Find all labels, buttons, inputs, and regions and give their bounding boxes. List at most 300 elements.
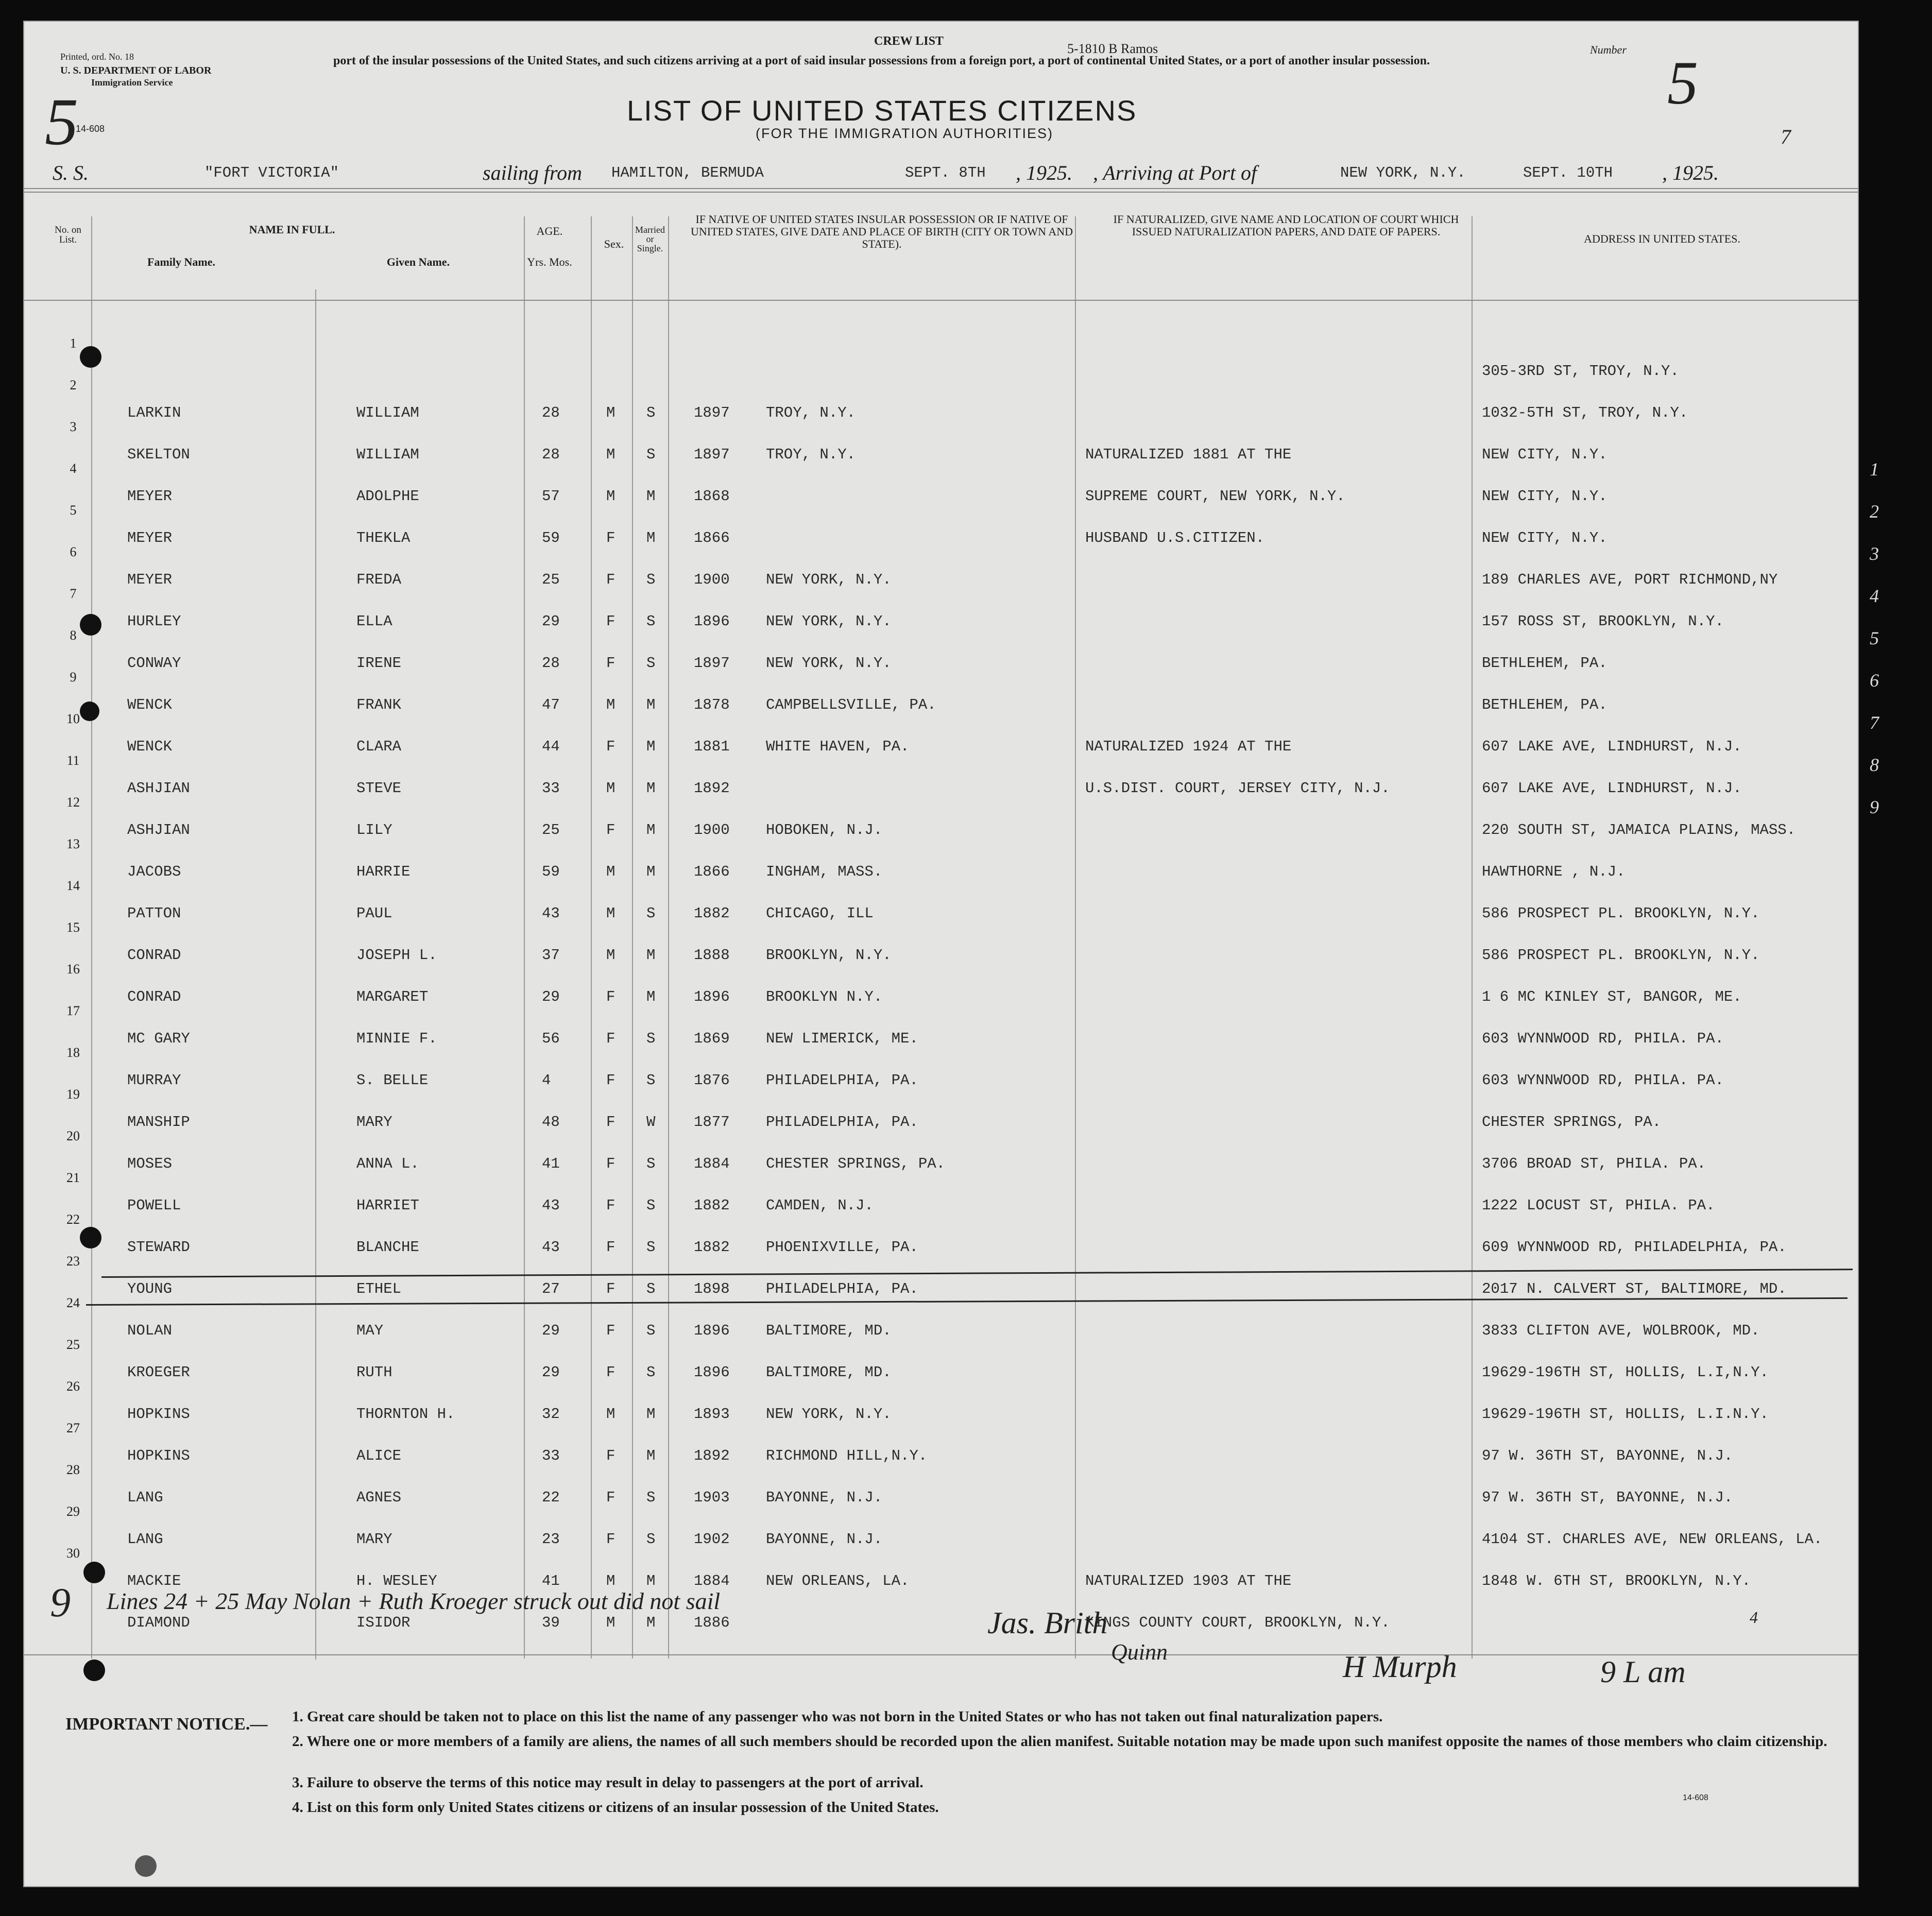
cell-addr: 603 WYNNWOOD RD, PHILA. PA. xyxy=(1482,1072,1724,1089)
cell-family: ASHJIAN xyxy=(127,822,190,839)
cell-addr: NEW CITY, N.Y. xyxy=(1482,529,1608,546)
cell-year: 1878 xyxy=(694,696,730,713)
cell-age: 29 xyxy=(542,613,560,630)
notice-item: 1. Great care should be taken not to place on this list the name of any passenger who was not born in the United States or who has not taken out final naturalization papers. xyxy=(292,1708,1383,1725)
cell-given: ISIDOR xyxy=(356,1614,411,1631)
cell-ms: W xyxy=(646,1114,656,1131)
departure-port: HAMILTON, BERMUDA xyxy=(611,164,764,181)
cell-year: 1888 xyxy=(694,947,730,964)
row-number: 13 xyxy=(66,836,80,851)
cell-addr: 19629-196TH ST, HOLLIS, L.I.N.Y. xyxy=(1482,1406,1769,1423)
manifest-sheet xyxy=(23,21,1859,1887)
punch-hole xyxy=(83,1660,105,1681)
arrival-date: SEPT. 10TH xyxy=(1523,164,1613,181)
arriving-label: , Arriving at Port of xyxy=(1093,161,1257,184)
cell-ms: S xyxy=(646,446,656,463)
cell-addr: NEW CITY, N.Y. xyxy=(1482,446,1608,463)
row-number: 10 xyxy=(66,711,80,726)
row-number: 5 xyxy=(70,503,77,518)
cell-ms: M xyxy=(646,822,656,839)
cell-family: MEYER xyxy=(127,529,173,546)
cell-place: WHITE HAVEN, PA. xyxy=(766,738,910,755)
row-number: 21 xyxy=(66,1170,80,1185)
cell-family: NOLAN xyxy=(127,1322,173,1339)
cell-year: 1866 xyxy=(694,863,730,880)
cell-year: 1892 xyxy=(694,1447,730,1464)
row-number: 22 xyxy=(66,1212,80,1227)
cell-nat: NATURALIZED 1903 AT THE xyxy=(1085,1572,1292,1589)
cell-ms: S xyxy=(646,1280,656,1297)
arrival-port: NEW YORK, N.Y. xyxy=(1340,164,1466,181)
cell-given: PAUL xyxy=(356,905,392,922)
cell-age: 47 xyxy=(542,696,560,713)
cell-year: 1900 xyxy=(694,822,730,839)
cell-family: WENCK xyxy=(127,696,173,713)
cell-place: BALTIMORE, MD. xyxy=(766,1322,892,1339)
cell-year: 1881 xyxy=(694,738,730,755)
cell-addr: 586 PROSPECT PL. BROOKLYN, N.Y. xyxy=(1482,905,1760,922)
cell-nat: U.S.DIST. COURT, JERSEY CITY, N.J. xyxy=(1085,780,1390,797)
cell-addr: 3706 BROAD ST, PHILA. PA. xyxy=(1482,1155,1706,1172)
margin-number: 1 xyxy=(1870,459,1879,480)
cell-addr: 586 PROSPECT PL. BROOKLYN, N.Y. xyxy=(1482,947,1760,964)
cell-age: 59 xyxy=(542,529,560,546)
cell-addr: 189 CHARLES AVE, PORT RICHMOND,NY xyxy=(1482,571,1778,588)
cell-place: CHESTER SPRINGS, PA. xyxy=(766,1155,946,1172)
cell-year: 1866 xyxy=(694,529,730,546)
cell-sex: M xyxy=(606,780,615,797)
cell-age: 28 xyxy=(542,446,560,463)
cell-place: BROOKLYN, N.Y. xyxy=(766,947,892,964)
sailing-from-label: sailing from xyxy=(483,161,582,184)
cell-given: STEVE xyxy=(356,780,402,797)
annotation-number: 9 xyxy=(50,1580,71,1626)
cell-given: ALICE xyxy=(356,1447,402,1464)
cell-addr: 3833 CLIFTON AVE, WOLBROOK, MD. xyxy=(1482,1322,1760,1339)
cell-family: YOUNG xyxy=(127,1280,173,1297)
cell-given: HARRIE xyxy=(356,863,411,880)
cell-sex: F xyxy=(606,529,615,546)
cell-sex: M xyxy=(606,446,615,463)
row-number: 25 xyxy=(66,1337,80,1352)
cell-age: 41 xyxy=(542,1572,560,1589)
cell-given: BLANCHE xyxy=(356,1239,419,1256)
col-family-header: Family Name. xyxy=(147,255,215,268)
cell-addr: 1222 LOCUST ST, PHILA. PA. xyxy=(1482,1197,1715,1214)
punch-hole xyxy=(83,1562,105,1583)
cell-given: HARRIET xyxy=(356,1197,419,1214)
cell-addr: HAWTHORNE , N.J. xyxy=(1482,863,1626,880)
cell-year: 1900 xyxy=(694,571,730,588)
cell-age: 43 xyxy=(542,1197,560,1214)
cell-age: 33 xyxy=(542,780,560,797)
cell-year: 1892 xyxy=(694,780,730,797)
cell-ms: M xyxy=(646,696,656,713)
row-number: 1 xyxy=(70,336,77,351)
cell-ms: S xyxy=(646,1364,656,1381)
cell-ms: S xyxy=(646,905,656,922)
cell-age: 28 xyxy=(542,655,560,672)
cell-family: STEWARD xyxy=(127,1239,190,1256)
row-number: 4 xyxy=(70,461,77,476)
cell-sex: M xyxy=(606,1406,615,1423)
row-number: 16 xyxy=(66,962,80,977)
cell-place: PHOENIXVILLE, PA. xyxy=(766,1239,918,1256)
cell-ms: M xyxy=(646,1572,656,1589)
page-subtitle: (FOR THE IMMIGRATION AUTHORITIES) xyxy=(756,126,1053,141)
cell-sex: F xyxy=(606,738,615,755)
cell-ms: S xyxy=(646,404,656,421)
cell-sex: F xyxy=(606,1531,615,1548)
cell-family: CONRAD xyxy=(127,947,181,964)
cell-age: 44 xyxy=(542,738,560,755)
cell-age: 32 xyxy=(542,1406,560,1423)
cell-ms: M xyxy=(646,1447,656,1464)
cell-age: 48 xyxy=(542,1114,560,1131)
cell-year: 1884 xyxy=(694,1572,730,1589)
cell-sex: F xyxy=(606,571,615,588)
cell-place: TROY, N.Y. xyxy=(766,446,856,463)
row-number: 12 xyxy=(66,795,80,810)
margin-number: 9 xyxy=(1870,797,1879,817)
cell-year: 1896 xyxy=(694,613,730,630)
cell-family: MEYER xyxy=(127,571,173,588)
cell-addr: 1 6 MC KINLEY ST, BANGOR, ME. xyxy=(1482,988,1742,1005)
cell-sex: F xyxy=(606,988,615,1005)
cell-place: BAYONNE, N.J. xyxy=(766,1531,883,1548)
row-number: 7 xyxy=(70,586,77,601)
cell-place: PHILADELPHIA, PA. xyxy=(766,1072,918,1089)
cell-sex: M xyxy=(606,488,615,505)
cell-given: IRENE xyxy=(356,655,402,672)
cell-age: 59 xyxy=(542,863,560,880)
cell-ms: M xyxy=(646,529,656,546)
cell-family: PATTON xyxy=(127,905,181,922)
departure-year: , 1925. xyxy=(1016,161,1072,184)
notice-item: 2. Where one or more members of a family are aliens, the names of all such members should be recorded upon the alien manifest. Suitable notation may be made upon such manifest opposite the names of those members who claim citizenship. xyxy=(292,1733,1827,1750)
cell-year: 1897 xyxy=(694,404,730,421)
annotation-mark: 4 xyxy=(1750,1608,1758,1627)
row-number: 17 xyxy=(66,1003,80,1018)
cell-age: 37 xyxy=(542,947,560,964)
row-number: 23 xyxy=(66,1254,80,1269)
cell-given: THEKLA xyxy=(356,529,411,546)
cell-sex: F xyxy=(606,822,615,839)
cell-given: LILY xyxy=(356,822,392,839)
cell-place: TROY, N.Y. xyxy=(766,404,856,421)
cell-year: 1903 xyxy=(694,1489,730,1506)
cell-ms: M xyxy=(646,988,656,1005)
cell-year: 1868 xyxy=(694,488,730,505)
margin-number: 8 xyxy=(1870,755,1879,775)
cell-addr: 97 W. 36TH ST, BAYONNE, N.J. xyxy=(1482,1447,1733,1464)
cell-nat: KINGS COUNTY COURT, BROOKLYN, N.Y. xyxy=(1085,1614,1390,1631)
cell-place: BALTIMORE, MD. xyxy=(766,1364,892,1381)
cell-year: 1882 xyxy=(694,905,730,922)
cell-year: 1897 xyxy=(694,655,730,672)
cell-sex: F xyxy=(606,1239,615,1256)
margin-number: 5 xyxy=(1870,628,1879,648)
strike-line-nolan xyxy=(101,1269,1853,1278)
cell-age: 25 xyxy=(542,822,560,839)
punch-hole xyxy=(80,702,99,721)
cell-family: MOSES xyxy=(127,1155,173,1172)
cell-place: PHILADELPHIA, PA. xyxy=(766,1280,918,1297)
cell-sex: M xyxy=(606,404,615,421)
cell-age: 43 xyxy=(542,1239,560,1256)
cell-place: CHICAGO, ILL xyxy=(766,905,874,922)
ss-label: S. S. xyxy=(53,161,89,184)
cell-addr: 603 WYNNWOOD RD, PHILA. PA. xyxy=(1482,1030,1724,1047)
annotation-time: 9 L am xyxy=(1600,1655,1686,1689)
margin-number: 4 xyxy=(1870,586,1879,606)
cell-sex: F xyxy=(606,1447,615,1464)
annotation-text: Lines 24 + 25 May Nolan + Ruth Kroeger struck out did not sail xyxy=(107,1588,721,1614)
cell-family: HURLEY xyxy=(127,613,181,630)
cell-given: FRANK xyxy=(356,696,402,713)
cell-age: 43 xyxy=(542,905,560,922)
cell-family: MEYER xyxy=(127,488,173,505)
col-no-header: No. on List. xyxy=(55,225,81,245)
cell-age: 56 xyxy=(542,1030,560,1047)
row-number: 30 xyxy=(66,1546,80,1561)
cell-ms: M xyxy=(646,947,656,964)
cell-age: 39 xyxy=(542,1614,560,1631)
cell-sex: M xyxy=(606,1614,615,1631)
cell-year: 1886 xyxy=(694,1614,730,1631)
cell-ms: M xyxy=(646,738,656,755)
crew-list-label: CREW LIST xyxy=(874,35,944,48)
strike-line-kroeger xyxy=(86,1297,1848,1306)
cell-year: 1884 xyxy=(694,1155,730,1172)
page-title: LIST OF UNITED STATES CITIZENS xyxy=(627,94,1137,127)
col-naturalization-header: IF NATURALIZED, GIVE NAME AND LOCATION OF COURT WHICH ISSUED NATURALIZATION PAPERS, AND DATE OF PAPERS. xyxy=(1113,213,1459,238)
cell-given: ADOLPHE xyxy=(356,488,419,505)
cell-addr: 607 LAKE AVE, LINDHURST, N.J. xyxy=(1482,738,1742,755)
cell-year: 1893 xyxy=(694,1406,730,1423)
left-corner-mark: 5 xyxy=(45,85,78,159)
cell-sex: F xyxy=(606,1114,615,1131)
form-number: 14-608 xyxy=(76,124,105,134)
cell-addr: NEW CITY, N.Y. xyxy=(1482,488,1608,505)
cell-place: BAYONNE, N.J. xyxy=(766,1489,883,1506)
cell-family: DIAMOND xyxy=(127,1614,190,1631)
cell-addr: BETHLEHEM, PA. xyxy=(1482,696,1608,713)
cell-place: NEW YORK, N.Y. xyxy=(766,571,892,588)
notice-item: 3. Failure to observe the terms of this notice may result in delay to passengers at the port of arrival. xyxy=(292,1774,924,1791)
cell-age: 28 xyxy=(542,404,560,421)
margin-number: 6 xyxy=(1870,670,1879,691)
cell-nat: SUPREME COURT, NEW YORK, N.Y. xyxy=(1085,488,1345,505)
cell-family: KROEGER xyxy=(127,1364,190,1381)
cell-given: JOSEPH L. xyxy=(356,947,437,964)
cell-year: 1896 xyxy=(694,1364,730,1381)
cell-place: CAMDEN, N.J. xyxy=(766,1197,874,1214)
cell-year: 1877 xyxy=(694,1114,730,1131)
cell-sex: F xyxy=(606,655,615,672)
cell-given: MAY xyxy=(356,1322,384,1339)
cell-ms: S xyxy=(646,1531,656,1548)
col-address-header: ADDRESS IN UNITED STATES. xyxy=(1584,232,1740,245)
cell-given: MARGARET xyxy=(356,988,429,1005)
cell-ms: M xyxy=(646,1614,656,1631)
cell-ms: S xyxy=(646,1030,656,1047)
cell-sex: F xyxy=(606,1030,615,1047)
cell-place: INGHAM, MASS. xyxy=(766,863,883,880)
cell-given: AGNES xyxy=(356,1489,402,1506)
printed-by-label: Printed, ord. No. 18 xyxy=(60,52,134,62)
cell-addr: 97 W. 36TH ST, BAYONNE, N.J. xyxy=(1482,1489,1733,1506)
cell-ms: S xyxy=(646,1197,656,1214)
cell-ms: S xyxy=(646,613,656,630)
row-number: 9 xyxy=(70,670,77,685)
cell-age: 29 xyxy=(542,1364,560,1381)
cell-ms: M xyxy=(646,488,656,505)
cell-ms: S xyxy=(646,1489,656,1506)
cell-ms: S xyxy=(646,1155,656,1172)
signature-2: Quinn xyxy=(1111,1639,1168,1665)
cell-sex: F xyxy=(606,1364,615,1381)
cell-family: SKELTON xyxy=(127,446,190,463)
cell-given: MARY xyxy=(356,1531,392,1548)
cell-given: S. BELLE xyxy=(356,1072,429,1089)
cell-age: 57 xyxy=(542,488,560,505)
header-intro-text: port of the insular possessions of the United States, and such citizens arriving at a port of said insular possessions from a foreign port, a port of continental United States, or a port of another insular possession. xyxy=(333,54,1430,67)
cell-family: POWELL xyxy=(127,1197,181,1214)
service-label: Immigration Service xyxy=(91,77,173,88)
number-value: 5 xyxy=(1667,48,1698,117)
cell-addr: 19629-196TH ST, HOLLIS, L.I,N.Y. xyxy=(1482,1364,1769,1381)
notice-item: 4. List on this form only United States citizens or citizens of an insular possession of the United States. xyxy=(292,1799,939,1816)
row-number: 26 xyxy=(66,1379,80,1394)
cell-year: 1897 xyxy=(694,446,730,463)
cell-age: 22 xyxy=(542,1489,560,1506)
cell-year: 1876 xyxy=(694,1072,730,1089)
cell-addr: 1848 W. 6TH ST, BROOKLYN, N.Y. xyxy=(1482,1572,1751,1589)
cell-given: ELLA xyxy=(356,613,392,630)
cell-addr: BETHLEHEM, PA. xyxy=(1482,655,1608,672)
cell-addr: CHESTER SPRINGS, PA. xyxy=(1482,1114,1662,1131)
cell-year: 1896 xyxy=(694,1322,730,1339)
row-number: 6 xyxy=(70,544,77,559)
row-number: 3 xyxy=(70,419,77,434)
cell-year: 1902 xyxy=(694,1531,730,1548)
margin-number: 3 xyxy=(1870,543,1879,564)
cell-sex: F xyxy=(606,613,615,630)
cell-age: 27 xyxy=(542,1280,560,1297)
row-number: 29 xyxy=(66,1504,80,1519)
cell-sex: F xyxy=(606,1489,615,1506)
cell-sex: F xyxy=(606,1072,615,1089)
number-label: Number xyxy=(1590,43,1627,56)
cell-ms: M xyxy=(646,780,656,797)
cell-sex: M xyxy=(606,696,615,713)
cell-ms: S xyxy=(646,655,656,672)
cell-ms: S xyxy=(646,1322,656,1339)
col-age-header: AGE. xyxy=(536,225,563,237)
ship-name: "FORT VICTORIA" xyxy=(204,164,339,181)
cell-nat: HUSBAND U.S.CITIZEN. xyxy=(1085,529,1265,546)
cell-year: 1898 xyxy=(694,1280,730,1297)
cell-age: 41 xyxy=(542,1155,560,1172)
cell-year: 1882 xyxy=(694,1239,730,1256)
cell-sex: M xyxy=(606,905,615,922)
col-name-header: NAME IN FULL. xyxy=(249,223,335,236)
cell-sex: F xyxy=(606,1280,615,1297)
row-number: 15 xyxy=(66,920,80,935)
col-age-sub-header: Yrs. Mos. xyxy=(527,255,572,268)
punch-hole xyxy=(80,614,101,636)
cell-family: ASHJIAN xyxy=(127,780,190,797)
row-number: 19 xyxy=(66,1087,80,1102)
cell-place: HOBOKEN, N.J. xyxy=(766,822,883,839)
cell-addr: 1032-5TH ST, TROY, N.Y. xyxy=(1482,404,1688,421)
cell-place: NEW ORLEANS, LA. xyxy=(766,1572,910,1589)
cell-place: PHILADELPHIA, PA. xyxy=(766,1114,918,1131)
cell-sex: M xyxy=(606,863,615,880)
cell-family: CONWAY xyxy=(127,655,181,672)
cell-given: THORNTON H. xyxy=(356,1406,455,1423)
cell-age: 23 xyxy=(542,1531,560,1548)
row-number: 18 xyxy=(66,1045,80,1060)
row-number: 20 xyxy=(66,1128,80,1143)
corner-number: 7 xyxy=(1781,125,1791,148)
cell-addr: 607 LAKE AVE, LINDHURST, N.J. xyxy=(1482,780,1742,797)
department-label: U. S. DEPARTMENT OF LABOR xyxy=(60,65,212,76)
cell-family: MACKIE xyxy=(127,1572,181,1589)
cell-family: LARKIN xyxy=(127,404,181,421)
cell-given: ANNA L. xyxy=(356,1155,419,1172)
cell-family: MANSHIP xyxy=(127,1114,190,1131)
col-married-header: Married or Single. xyxy=(635,225,665,253)
row-number: 2 xyxy=(70,378,77,392)
cell-given: H. WESLEY xyxy=(356,1572,437,1589)
cell-place: NEW LIMERICK, ME. xyxy=(766,1030,918,1047)
cell-ms: S xyxy=(646,571,656,588)
cell-addr: 609 WYNNWOOD RD, PHILADELPHIA, PA. xyxy=(1482,1239,1787,1256)
cell-given: CLARA xyxy=(356,738,402,755)
notice-label: IMPORTANT NOTICE.— xyxy=(65,1715,268,1734)
cell-given: ETHEL xyxy=(356,1280,402,1297)
cell-addr: 4104 ST. CHARLES AVE, NEW ORLEANS, LA. xyxy=(1482,1531,1823,1548)
cell-given: WILLIAM xyxy=(356,446,419,463)
row-number: 27 xyxy=(66,1421,80,1435)
col-given-header: Given Name. xyxy=(386,255,450,268)
cell-given: FREDA xyxy=(356,571,402,588)
cell-nat: NATURALIZED 1924 AT THE xyxy=(1085,738,1292,755)
cell-family: HOPKINS xyxy=(127,1406,190,1423)
cell-place: NEW YORK, N.Y. xyxy=(766,1406,892,1423)
top-handwritten-note: 5-1810 B Ramos xyxy=(1067,41,1158,56)
cell-family: LANG xyxy=(127,1489,163,1506)
cell-family: MC GARY xyxy=(127,1030,190,1047)
col-sex-header: Sex. xyxy=(604,237,624,250)
cell-place: NEW YORK, N.Y. xyxy=(766,613,892,630)
cell-ms: S xyxy=(646,1072,656,1089)
cell-given: WILLIAM xyxy=(356,404,419,421)
cell-age: 25 xyxy=(542,571,560,588)
cell-addr: 2017 N. CALVERT ST, BALTIMORE, MD. xyxy=(1482,1280,1787,1297)
cell-family: MURRAY xyxy=(127,1072,181,1089)
margin-number: 2 xyxy=(1870,501,1879,522)
cell-ms: M xyxy=(646,1406,656,1423)
arrival-year: , 1925. xyxy=(1662,161,1719,184)
cell-sex: M xyxy=(606,1572,615,1589)
cell-sex: F xyxy=(606,1155,615,1172)
cell-age: 4 xyxy=(542,1072,551,1089)
cell-age: 33 xyxy=(542,1447,560,1464)
row-number: 28 xyxy=(66,1462,80,1477)
